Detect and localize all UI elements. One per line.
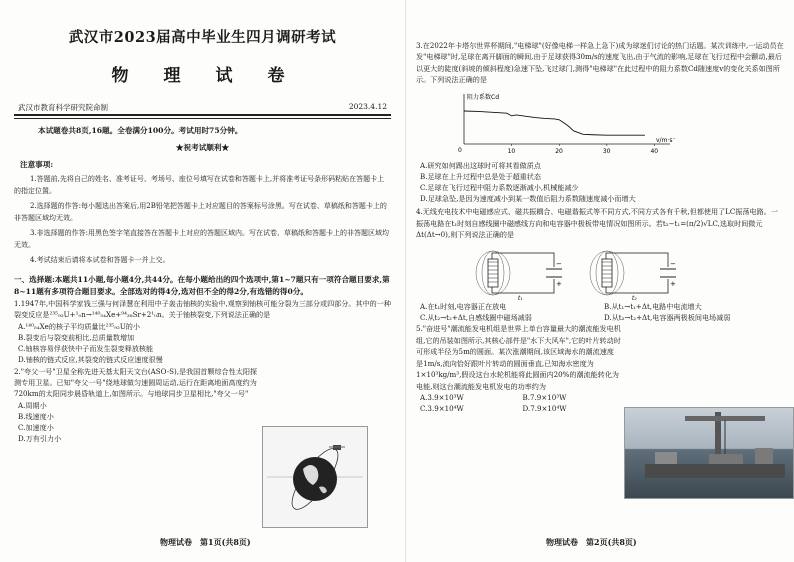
q5-option-b: B.7.9×10³W: [522, 392, 567, 402]
exam-date: 2023.4.12: [348, 102, 387, 111]
page-footer-2: 物理试卷 第2页(共8页): [546, 537, 637, 547]
plate-sign-plus: +: [670, 279, 676, 288]
lc-circuit-t1: [474, 245, 566, 301]
lc-circuit-t2: [588, 245, 680, 301]
inductor-coil-icon: [602, 259, 612, 287]
x-tick-label: 30: [602, 147, 611, 155]
time-label-t1: t₁: [518, 294, 523, 301]
q2-option-a: A.周期小: [18, 400, 47, 410]
q3-option-b: B.足球在上升过程中总是处于超重状态: [420, 171, 541, 181]
notes-list: [14, 173, 391, 266]
q4-option-d: D.从t₂→t₂+Δt,电容器两极板间电场减弱: [604, 313, 731, 323]
q3-option-d: D.足球急坠,是因为速度减小到某一数值后阻力系数随速度减小而增大: [420, 194, 636, 204]
plate-sign-minus: −: [556, 259, 562, 268]
q2-option-d: D.万有引力小: [18, 434, 62, 444]
exam-subject-title: 物 理 试 卷: [111, 66, 294, 86]
page-footer-1: 物理试卷 第1页(共8页): [160, 537, 251, 547]
tidal-generator-photo: [624, 407, 794, 499]
earth-orbit-illustration: [263, 427, 367, 527]
y-axis-label: 阻力系数Cd: [467, 93, 499, 101]
q5-option-d: D.7.9×10⁴W: [522, 404, 567, 414]
x-tick-label: 20: [555, 147, 563, 155]
lc-circuit-figures: [474, 245, 784, 301]
issuer-row: [14, 102, 391, 113]
exam-info: 本试题卷共8页,16题。全卷满分100分。考试用时75分钟。: [38, 126, 243, 135]
satellite-orbit-figure: [262, 426, 368, 528]
q4-option-b: B.从t₁→t₁+Δt,电路中电流增大: [604, 301, 702, 311]
drag-coefficient-plot: [436, 90, 676, 156]
question-5: 5."奋进号"潮流能发电机组是世界上单台容量最大的潮流能发电机组,它的吊装如图所示,其核心部件是"水下大风车",它的叶片转动时可形成半径为5m的圆面。某次涨潮期间,该区域海水的潮流速度是1m/s,流向恰好跟叶片转动的圆面垂直,已知海水密度为1×10³kg/m³,假设这台水轮机能将此圆面内20%的潮流能转化为电能,则这台潮流能发电机发电的功率约为: [416, 324, 621, 391]
q5-options: [416, 392, 621, 415]
note-item: 2.选择题的作答:每小题选出答案后,用2B铅笔把答题卡上对应题目的答案标号涂黑。写在试卷、草稿纸和答题卡上的非答题区域均无效。: [14, 202, 387, 222]
drag-coefficient-chart: [436, 90, 784, 160]
divider: [14, 114, 391, 116]
good-luck-note: ★祝考试顺利★: [175, 143, 230, 152]
note-item: 1.答题前,先将自己的姓名、准考证号、考场号、座位号填写在试卷和答题卡上,并将准考证号条形码粘贴在答题卡上的指定位置。: [14, 175, 385, 195]
q4-options: [416, 301, 784, 324]
inductor-coil-icon: [488, 259, 498, 287]
divider: [14, 118, 391, 119]
q1-option-b: B.裂变后与裂变前相比,总质量数增加: [18, 333, 135, 343]
x-tick-label: 10: [507, 147, 516, 155]
question-1: 1.1947年,中国科学家钱三强与何泽慧在利用中子轰击铀核的实验中,观察到铀核可能分裂为三部分或四部分。其中的一种裂变反应是²³⁵₉₂U+¹₀n→¹⁴⁰₅₄Xe+⁹⁴₃₈Sr+2¹₀n。关于铀核裂变,下列说法正确的是: [14, 299, 391, 320]
cd-curve: [464, 111, 645, 135]
question-2: 2."夸父一号"卫星全称先进天基太阳天文台(ASO-S),是我国首颗综合性太阳探测专用卫星。已知"夸父一号"绕地球做匀速圆周运动,运行在距离地面高度约为720km的太阳同步晨昏轨道上,如图所示。与地球同步卫星相比,"夸父一号": [14, 366, 258, 399]
q4-option-c: C.从t₂→t₂+Δt,自感线圈中磁场减弱: [420, 313, 532, 323]
q3-option-a: A.研究如何踢出这球时可将其看做质点: [420, 160, 541, 170]
plate-sign-minus: −: [670, 259, 676, 268]
q3-option-c: C.足球在飞行过程中阻力系数逐渐减小,机械能减少: [420, 183, 579, 193]
q2-option-c: C.加速度小: [18, 423, 54, 433]
question-3: 3.在2022年卡塔尔世界杯期间,"电梯球"(好像电梯一样急上急下)成为球迷们讨论的热门话题。某次训练中,一运动员在发"电梯球"时,足球在离开脚面的瞬间,由于足球获得30m/s的速度飞出,由于气流的影响,足球在飞行过程中会颤动,最后以更大的陡度(斜坡的倾斜程度)急速下坠,飞过球门,测得"电梯球"在此过程中的阻力系数Cd随速度v的变化关系如图所示。下列说法正确的是: [416, 41, 784, 85]
q1-option-d: D.铀核的链式反应,其裂变的链式反应速度很慢: [18, 355, 163, 365]
q4-option-a: A.在t₁时刻,电容器正在放电: [420, 301, 507, 311]
origin-label: 0: [458, 146, 462, 154]
note-item: 3.非选择题的作答:用黑色签字笔直接答在答题卡上对应的答题区域内。写在试卷、草稿纸和答题卡上的非答题区域均无效。: [14, 229, 390, 249]
q2-option-b: B.线速度小: [18, 412, 54, 422]
x-tick-label: 40: [650, 147, 659, 155]
plate-sign-plus: +: [556, 279, 562, 288]
time-label-t2: t₂: [632, 294, 637, 301]
q5-option-a: A.3.9×10³W: [420, 392, 464, 402]
crane-ship-illustration: [625, 408, 793, 498]
exam-title: 武汉市2023届高中毕业生四月调研考试: [68, 29, 337, 46]
q5-option-c: C.3.9×10⁴W: [420, 404, 464, 414]
x-axis-label: v/m·s⁻¹: [656, 136, 676, 144]
q1-option-a: A.¹⁴⁰₅₄Xe的核子平均质量比²³⁵₉₂U的小: [18, 321, 140, 331]
notes-title: 注意事项:: [20, 160, 54, 169]
section-1-instructions: 一、选择题:本题共11小题,每小题4分,共44分。在每小题给出的四个选项中,第1~7题只有一项符合题目要求,第8~11题有多项符合题目要求。全部选对的得4分,选对但不全的得2分,有选错的得0分。: [14, 275, 390, 296]
note-item: 4.考试结束后请将本试卷和答题卡一并上交。: [30, 256, 170, 264]
question-4: 4.无线充电技术中电磁感应式、磁共振耦合、电磁谐振式等不同方式,不同方式各有千秋,但都使用了LC振荡电路。一振荡电路在t₁时刻自感线圈中磁感线方向和电容器中极板带电情况如图所示。若t₂−t₁=(π/2)√LC,选取时间微元Δt(Δt→0),则下列说法正确的是: [416, 207, 778, 240]
q1-option-c: C.铀核容易俘获快中子而发生裂变释放核能: [18, 344, 154, 354]
issuer: 武汉市教育科学研究院命制: [18, 103, 108, 112]
